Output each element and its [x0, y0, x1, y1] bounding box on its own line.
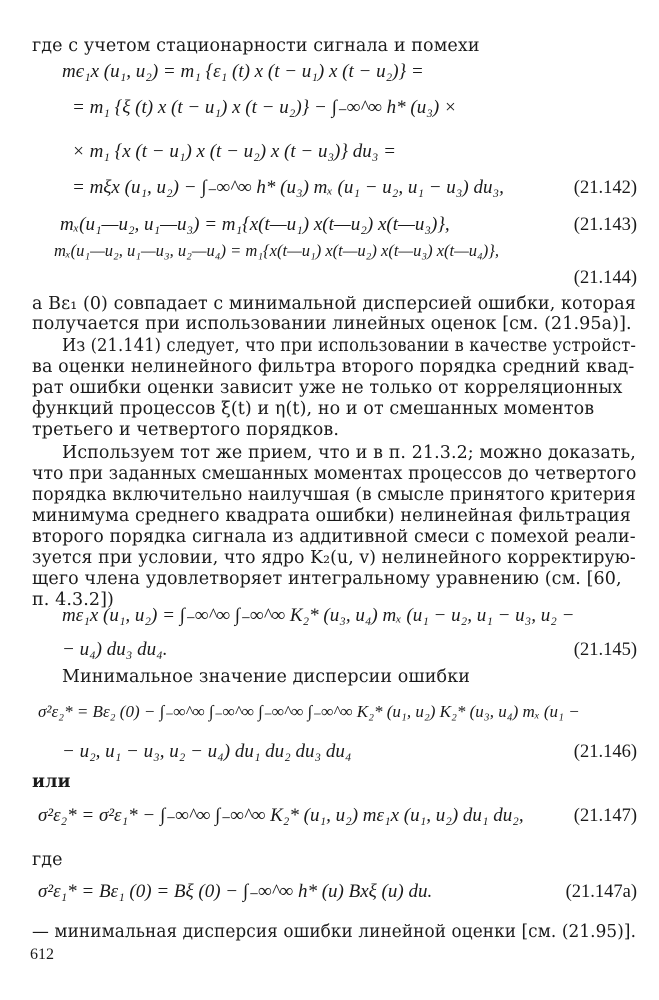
text-line: п. 4.3.2]): [32, 590, 114, 610]
text-line: рат ошибки оценки зависит уже не только от корреляционных: [32, 378, 623, 398]
equation-line: σ²ε₁* = Bε₁ (0) = Bξ (0) − ∫₋∞^∞ h* (u) Bxξ (u) du.: [38, 881, 433, 902]
text-line: Из (21.141) следует, что при использовании в качестве устройст-: [62, 336, 636, 356]
equation-line: − u₄) du₃ du₄.: [62, 639, 168, 660]
equation-number: (21.145): [573, 640, 637, 660]
equation-line: = m₁ {ξ (t) x (t − u₁) x (t − u₂)} − ∫₋∞^∞ h* (u₃) ×: [72, 97, 457, 118]
equation-line: σ²ε₂* = Bε₂ (0) − ∫₋∞^∞ ∫₋∞^∞ ∫₋∞^∞ ∫₋∞^∞ K₂* (u₁, u₂) K₂* (u₃, u₄) mₓ (u₁ −: [38, 702, 580, 721]
text-line: зуется при условии, что ядро K₂(u, v) нелинейного корректирую-: [32, 548, 636, 568]
text-line: второго порядка сигнала из аддитивной смеси с помехой реали-: [32, 527, 636, 547]
equation-number: (21.146): [573, 742, 637, 762]
text-line: или: [32, 772, 71, 792]
text-line: — минимальная дисперсия ошибки линейной оценки [см. (21.95)].: [32, 922, 637, 942]
text-line: а Bε₁ (0) совпадает с минимальной дисперсией ошибки, которая: [32, 294, 636, 314]
text-line: Используем тот же прием, что и в п. 21.3.2; можно доказать,: [62, 443, 636, 463]
equation-number: (21.147): [573, 806, 637, 826]
equation-line: mₓ(u₁—u₂, u₁—u₃, u₂—u₄) = m₁{x(t—u₁) x(t—u₂) x(t—u₃) x(t—u₄)},: [54, 241, 499, 260]
text-line: минимума среднего квадрата ошибки) нелинейная фильтрация: [32, 506, 631, 526]
equation-number: (21.144): [573, 268, 637, 288]
text-line: порядка включительно наилучшая (в смысле принятого критерия: [32, 485, 636, 505]
text-line: Минимальное значение дисперсии ошибки: [62, 667, 470, 687]
text-line: третьего и четвертого порядков.: [32, 420, 340, 440]
equation-number: (21.147а): [565, 882, 637, 902]
equation-line: = mξx (u₁, u₂) − ∫₋∞^∞ h* (u₃) mₓ (u₁ − u₂, u₁ − u₃) du₃,: [72, 177, 504, 198]
equation-line: mє₁x (u₁, u₂) = m₁ {ε₁ (t) x (t − u₁) x (t − u₂)} =: [62, 61, 424, 82]
text-line: щего члена удовлетворяет интегральному уравнению (см. [60,: [32, 569, 622, 589]
equation-line: × m₁ {x (t − u₁) x (t − u₂) x (t − u₃)} du₃ =: [72, 141, 396, 162]
text-line: где с учетом стационарности сигнала и помехи: [32, 36, 480, 56]
equation-line: mε₁x (u₁, u₂) = ∫₋∞^∞ ∫₋∞^∞ K₂* (u₃, u₄) mₓ (u₁ − u₂, u₁ − u₃, u₂ −: [62, 605, 575, 626]
text-line: что при заданных смешанных моментах процессов до четвертого: [32, 464, 637, 484]
text-line: где: [32, 850, 63, 870]
text-line: получается при использовании линейных оценок [см. (21.95а)].: [32, 314, 632, 334]
equation-line: − u₂, u₁ − u₃, u₂ − u₄) du₁ du₂ du₃ du₄: [62, 741, 352, 762]
equation-number: (21.143): [573, 215, 637, 235]
text-line: функций процессов ξ(t) и η(t), но и от смешанных моментов: [32, 399, 595, 419]
page-number: 612: [30, 946, 54, 963]
equation-number: (21.142): [573, 178, 637, 198]
equation-line: σ²ε₂* = σ²ε₁* − ∫₋∞^∞ ∫₋∞^∞ K₂* (u₁, u₂) mε₁x (u₁, u₂) du₁ du₂,: [38, 805, 524, 826]
text-line: ва оценки нелинейного фильтра второго порядка средний квад-: [32, 357, 635, 377]
equation-line: mₓ(u₁—u₂, u₁—u₃) = m₁{x(t—u₁) x(t—u₂) x(t—u₃)},: [60, 214, 450, 235]
